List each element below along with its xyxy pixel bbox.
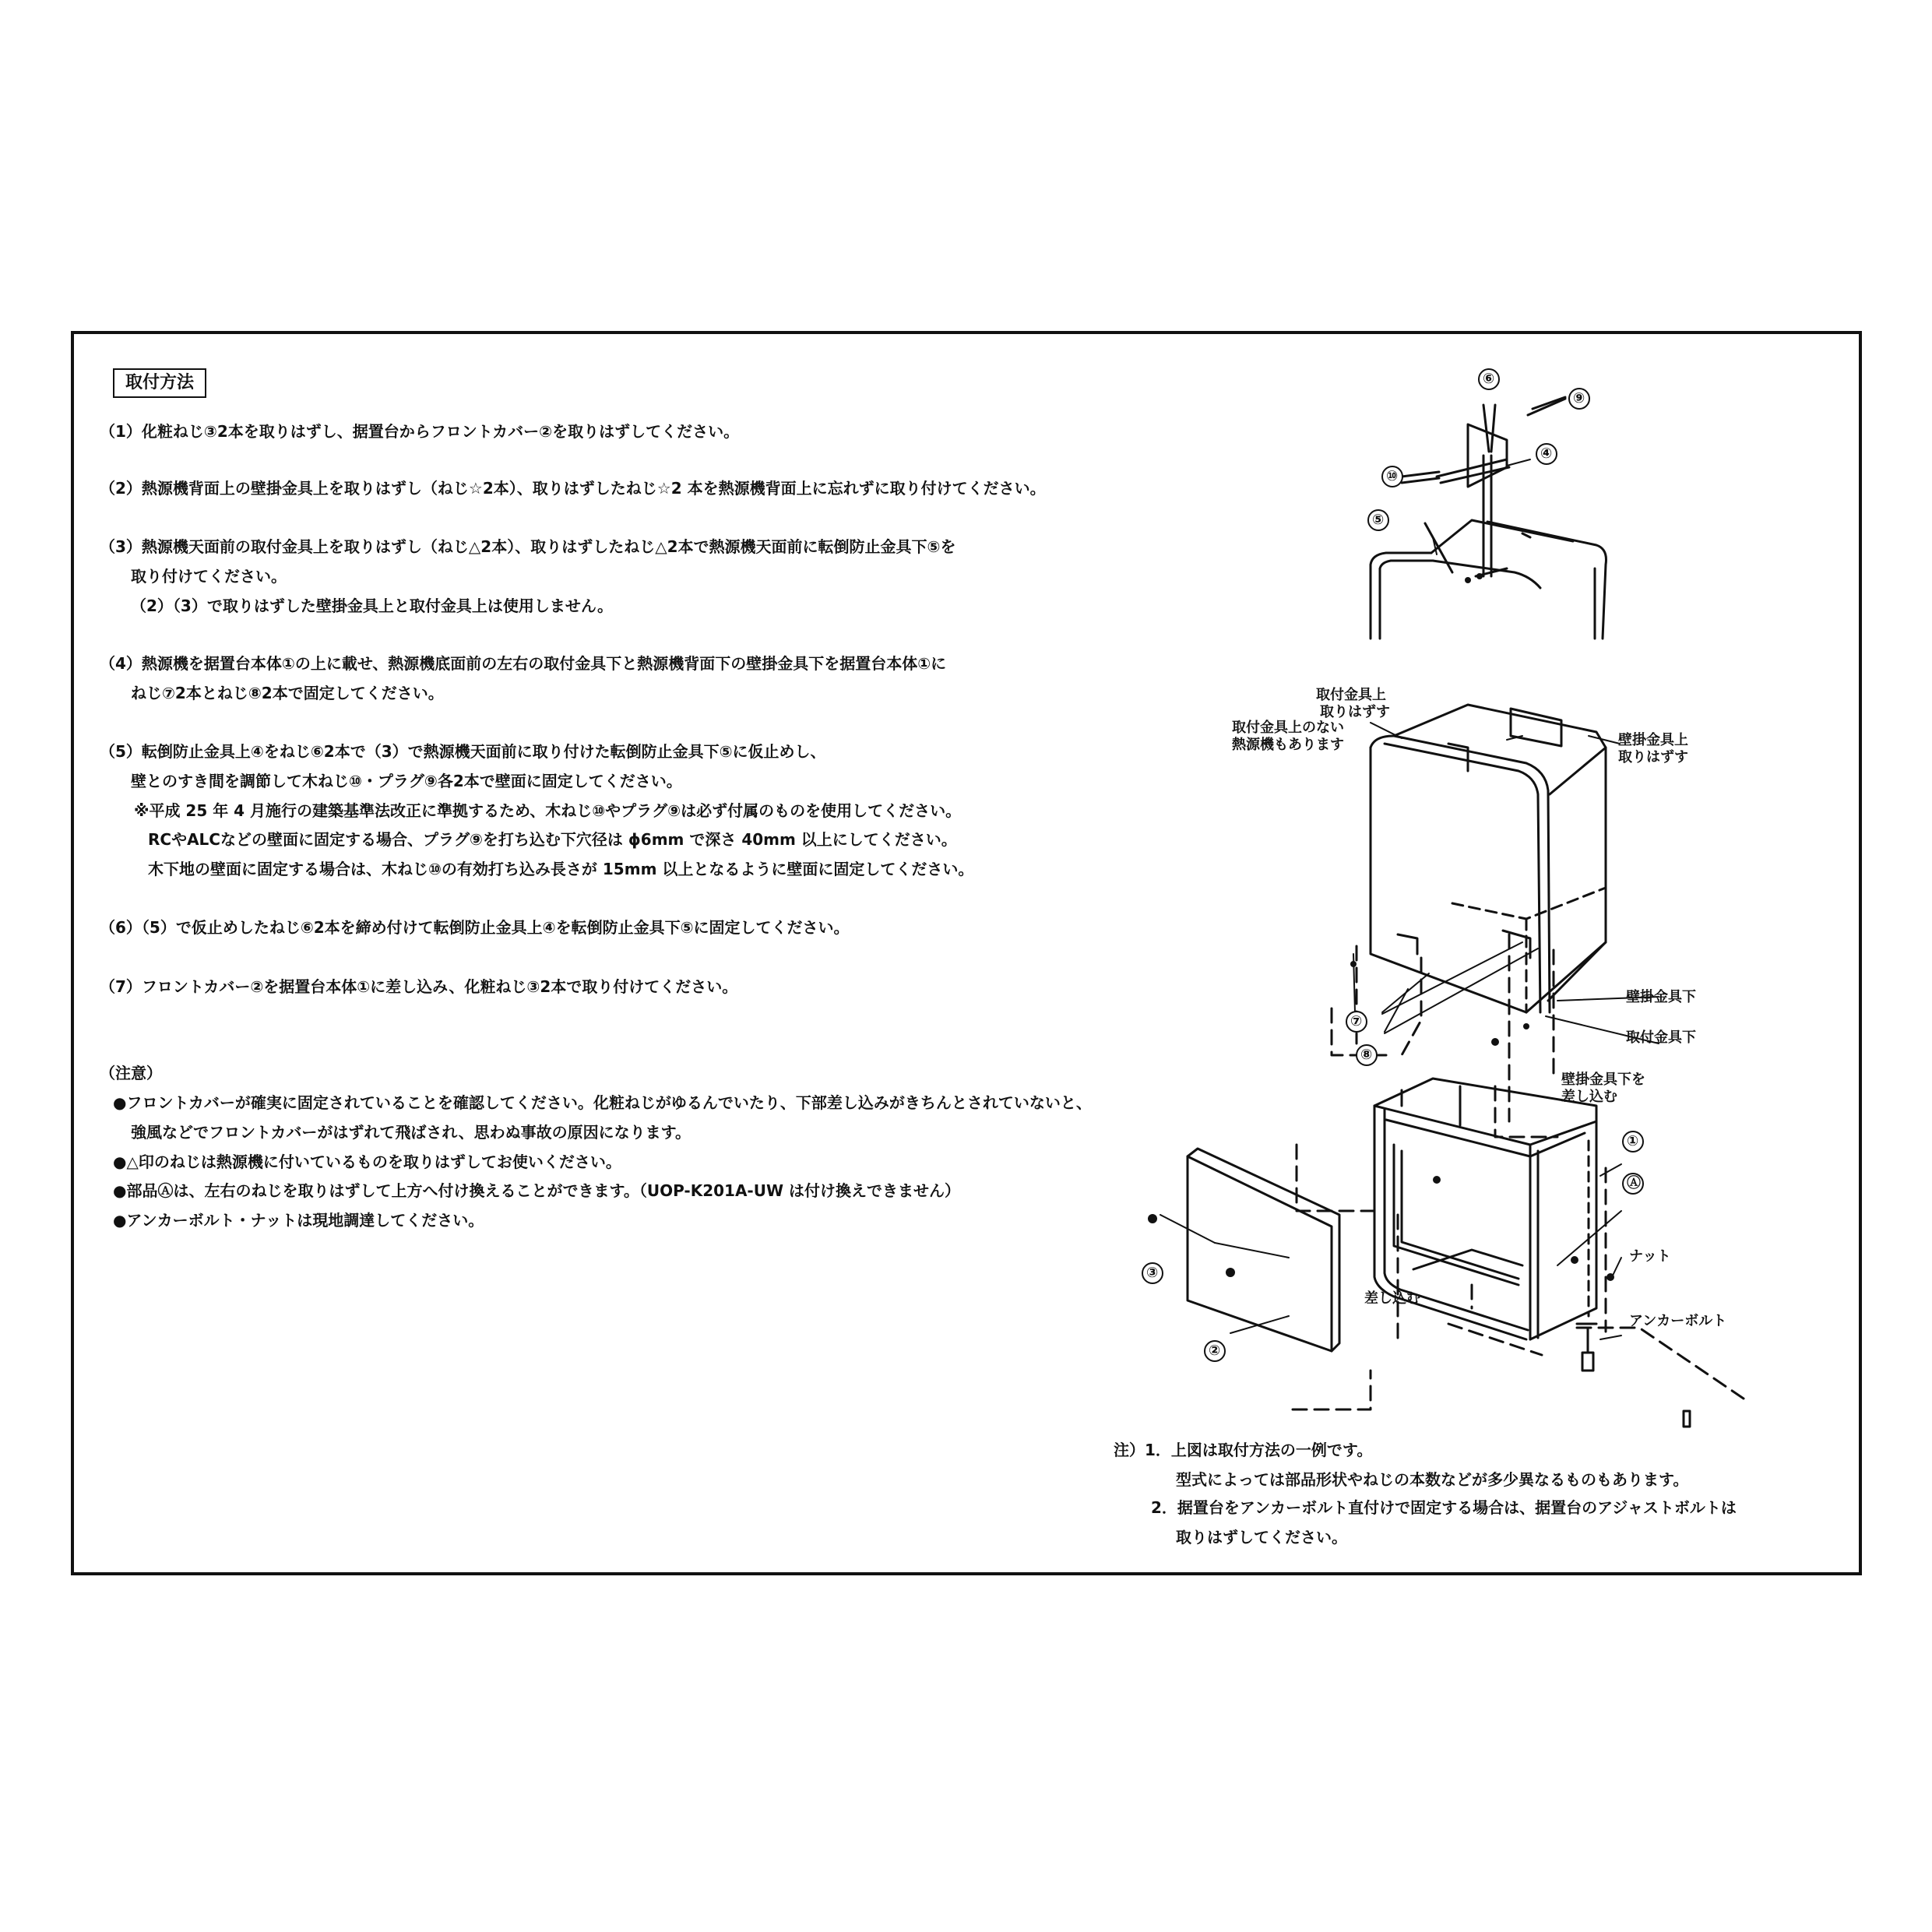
label-nut: ナット <box>1629 1248 1671 1265</box>
label-kabe-ue: 壁掛金具上 <box>1618 732 1688 748</box>
note-2: 2．据置台をアンカーボルト直付けで固定する場合は、据置台のアジャストボルトは <box>1151 1498 1737 1517</box>
caution-2: ●△印のねじは熱源機に付いているものを取りはずしてお使いください。 <box>113 1153 621 1171</box>
callout-6: ⑥ <box>1483 371 1495 387</box>
callout-1: ① <box>1627 1133 1639 1149</box>
label-kabe-shita: 壁掛金具下 <box>1626 989 1696 1005</box>
label-toritsuke-shita: 取付金具下 <box>1626 1029 1696 1046</box>
note-1-cont: 型式によっては部品形状やねじの本数などが多少異なるものもあります。 <box>1176 1470 1689 1489</box>
caution-1-cont: 強風などでフロントカバーがはずれて飛ばされ、思わぬ事故の原因になります。 <box>131 1123 691 1142</box>
label-nai-1: 取付金具上のない <box>1232 720 1344 736</box>
caution-heading: （注意） <box>100 1064 162 1082</box>
step-5-note: ※平成 25 年 4 月施行の建築基準法改正に準拠するため、木ねじ⑩やプラグ⑨は必ず付属のものを使用してください。 <box>134 801 962 820</box>
label-sashikomu-2: 差し込む <box>1561 1089 1617 1105</box>
front-cover <box>1188 1149 1339 1351</box>
callout-9: ⑨ <box>1573 390 1585 406</box>
step-6: （6）（5）で仮止めしたねじ⑥2本を締め付けて転倒防止金具上④を転倒防止金具下⑤に固定してください。 <box>100 918 850 937</box>
label-torihazusu-2: 取りはずす <box>1618 749 1688 765</box>
step-5-rc: RCやALCなどの壁面に固定する場合、プラグ⑨を打ち込む下穴径は ϕ6mm で深さ 40mm 以上にしてください。 <box>148 830 957 849</box>
label-torihazusu-1: 取りはずす <box>1320 704 1390 720</box>
label-sashikomu-3: 差し込む <box>1364 1290 1420 1307</box>
callout-4: ④ <box>1540 445 1553 462</box>
label-nai-2: 熱源機もあります <box>1232 737 1344 753</box>
note-2-cont: 取りはずしてください。 <box>1176 1528 1347 1547</box>
label-toritsuke-ue: 取付金具上 <box>1316 687 1386 703</box>
callout-2: ② <box>1209 1343 1221 1359</box>
callout-8: ⑧ <box>1360 1047 1373 1063</box>
label-anchor-bolt: アンカーボルト <box>1629 1313 1727 1329</box>
top-detail <box>1371 397 1606 639</box>
step-4-cont: ねじ⑦2本とねじ⑧2本で固定してください。 <box>131 684 444 702</box>
label-sashikomu-1: 壁掛金具下を <box>1561 1072 1645 1088</box>
callout-5: ⑤ <box>1372 512 1385 528</box>
step-2: （2）熱源機背面上の壁掛金具上を取りはずし（ねじ☆2本）、取りはずしたねじ☆2 本を熱源機背面上に忘れずに取り付けてください。 <box>100 479 1046 498</box>
callout-3: ③ <box>1146 1265 1159 1281</box>
step-7: （7）フロントカバー②を据置台本体①に差し込み、化粧ねじ③2本で取り付けてください。 <box>100 977 738 996</box>
step-5-cont: 壁とのすき間を調節して木ねじ⑩・プラグ⑨各2本で壁面に固定してください。 <box>131 772 682 790</box>
callout-A: Ⓐ <box>1627 1175 1641 1191</box>
caution-4: ●アンカーボルト・ナットは現地調達してください。 <box>113 1211 484 1230</box>
step-5-wood: 木下地の壁面に固定する場合は、木ねじ⑩の有効打ち込み長さが 15mm 以上となるように壁面に固定してください。 <box>148 860 974 878</box>
step-1: （1）化粧ねじ③2本を取りはずし、据置台からフロントカバー②を取りはずしてください。 <box>100 422 740 441</box>
heater-unit <box>1371 705 1606 1012</box>
step-3: （3）熱源機天面前の取付金具上を取りはずし（ねじ△2本）、取りはずしたねじ△2本で熱源機天面前に転倒防止金具下⑤を <box>100 537 956 556</box>
caution-1: ●フロントカバーが確実に固定されていることを確認してください。化粧ねじがゆるんでいたり、下部差し込みがきちんとされていないと、 <box>113 1093 1092 1112</box>
screw-marks <box>1148 573 1614 1281</box>
step-5: （5）転倒防止金具上④をねじ⑥2本で（3）で熱源機天面前に取り付けた転倒防止金具下⑤に仮止めし、 <box>100 742 826 761</box>
step-3-cont: 取り付けてください。 <box>131 567 287 586</box>
step-3-note: （2）（3）で取りはずした壁掛金具上と取付金具上は使用しません。 <box>131 596 614 615</box>
section-title: 取付方法 <box>113 368 206 398</box>
callout-10: ⑩ <box>1386 468 1399 484</box>
callout-7: ⑦ <box>1350 1013 1363 1029</box>
note-1: 注）1．上図は取付方法の一例です。 <box>1114 1441 1373 1459</box>
leader-lines <box>1160 459 1659 1339</box>
caution-3: ●部品Ⓐは、左右のねじを取りはずして上方へ付け換えることができます。（UOP-K201A-UW は付け換えできません） <box>113 1181 960 1200</box>
anchor-bolt <box>1577 1324 1690 1427</box>
step-4: （4）熱源機を据置台本体①の上に載せ、熱源機底面前の左右の取付金具下と熱源機背面下の壁掛金具下を据置台本体①に <box>100 654 947 673</box>
